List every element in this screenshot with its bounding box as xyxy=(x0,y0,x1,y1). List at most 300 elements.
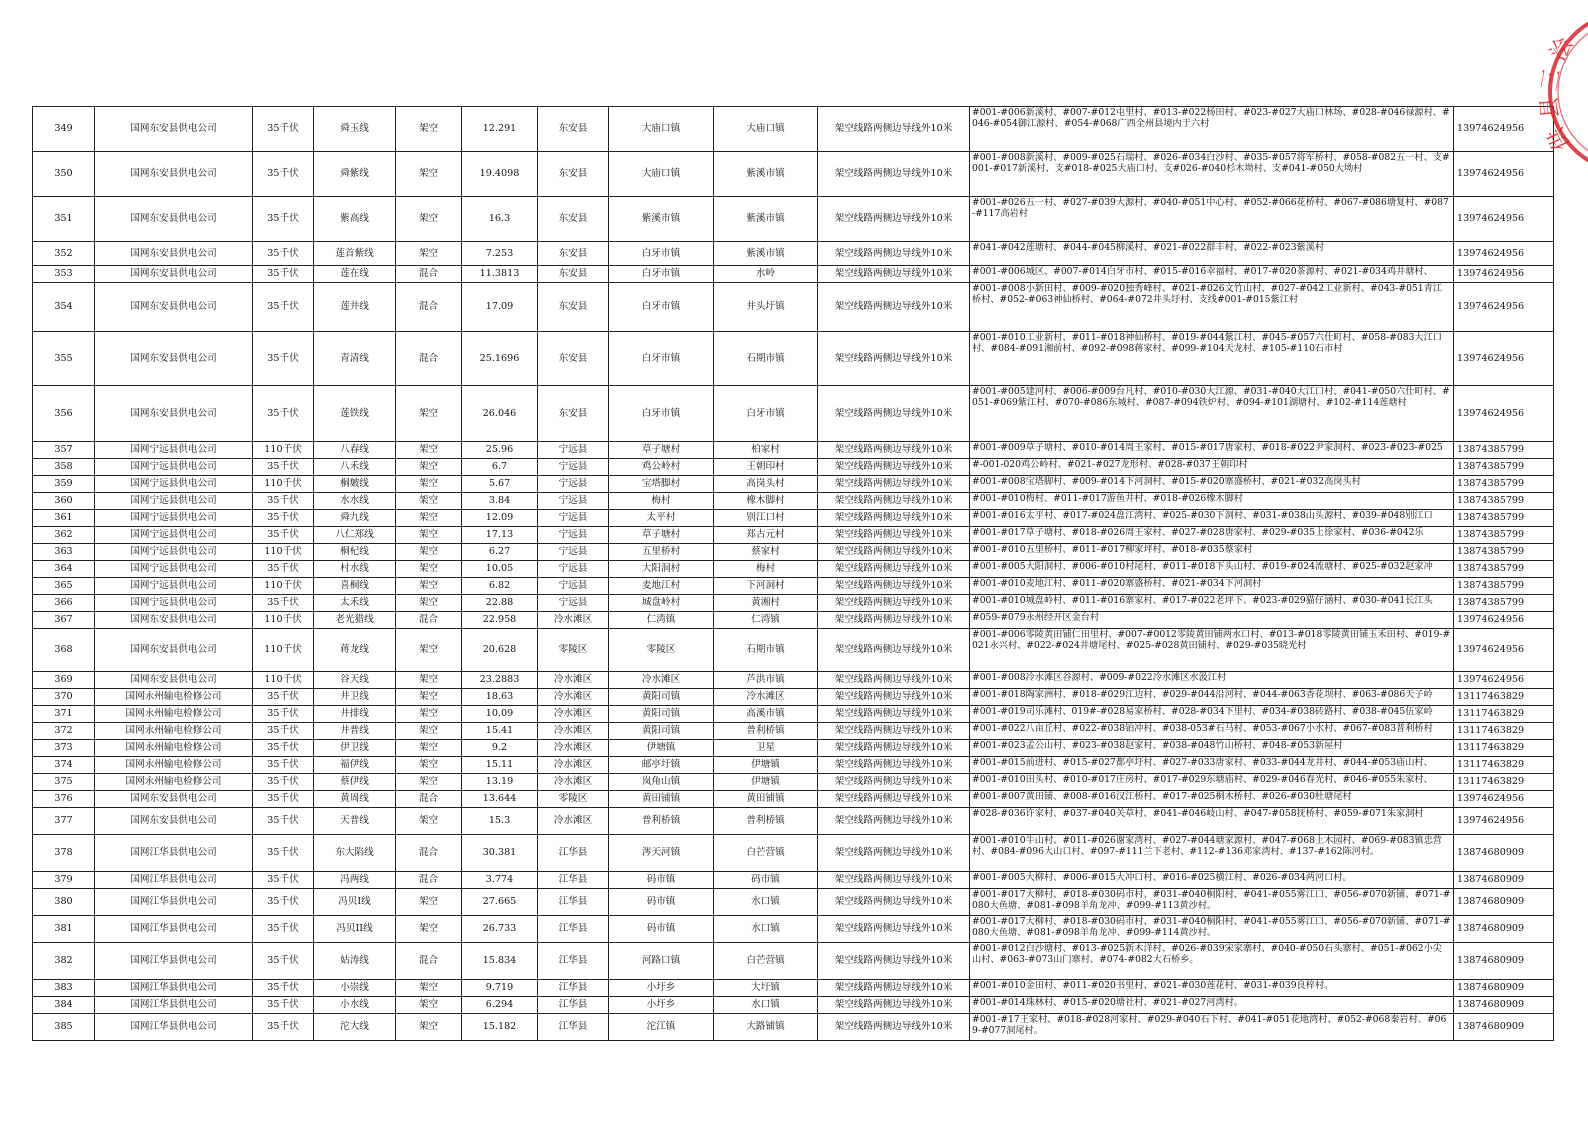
scope-cell: #001-#015前进村、#015-#027都亭圩村、#027-#033唐家村、#033-#044龙井村、#044-#053庙山村、 xyxy=(970,757,1454,774)
end-town-cell: 普利桥镇 xyxy=(714,808,818,835)
scope-cell: #001-#022八亩丘村、#022-#038铂冲村、#038-053#石马村、#053-#067小水村、#067-#083普利桥村 xyxy=(970,723,1454,740)
protection-range-cell: 架空线路两侧边导线外10米 xyxy=(818,808,970,835)
protection-range-cell: 架空线路两侧边导线外10米 xyxy=(818,916,970,943)
table-row xyxy=(33,723,1554,740)
row-number: 362 xyxy=(33,527,95,544)
company-cell: 国网宁远县供电公司 xyxy=(95,459,253,476)
scope-cell: #001-#010工业新村、#011-#018神仙桥村、#019-#044紫江村、#045-#057六仕町村、#058-#083大江口村、#084-#091湘前村、#092-#098蒋家村、#099-#104天龙村、#105-#110石市村 xyxy=(970,332,1454,386)
voltage-cell: 35千伏 xyxy=(253,595,314,612)
protection-range-cell: 架空线路两侧边导线外10米 xyxy=(818,544,970,561)
voltage-cell: 35千伏 xyxy=(253,242,314,266)
phone-cell: 13874385799 xyxy=(1454,544,1554,561)
voltage-cell: 110千伏 xyxy=(253,629,314,672)
length-cell: 30.381 xyxy=(462,835,538,872)
type-cell: 架空 xyxy=(396,527,462,544)
phone-cell: 13117463829 xyxy=(1454,706,1554,723)
row-number: 354 xyxy=(33,283,95,332)
company-cell: 国网东安县供电公司 xyxy=(95,612,253,629)
type-cell: 架空 xyxy=(396,980,462,997)
county-cell: 东安县 xyxy=(538,266,609,283)
end-town-cell: 卫星 xyxy=(714,740,818,757)
row-number: 384 xyxy=(33,997,95,1014)
line-name-cell: 谷天线 xyxy=(314,672,396,689)
protection-range-cell: 架空线路两侧边导线外10米 xyxy=(818,980,970,997)
county-cell: 宁远县 xyxy=(538,578,609,595)
row-number: 375 xyxy=(33,774,95,791)
row-number: 383 xyxy=(33,980,95,997)
protection-range-cell: 架空线路两侧边导线外10米 xyxy=(818,107,970,152)
table-row xyxy=(33,561,1554,578)
start-town-cell: 仁湾镇 xyxy=(609,612,714,629)
row-number: 350 xyxy=(33,152,95,197)
protection-range-cell: 架空线路两侧边导线外10米 xyxy=(818,283,970,332)
phone-cell: 13874680909 xyxy=(1454,980,1554,997)
scope-cell: #001-#17王家村、#018-#028河家村、#029-#040石下村、#041-#051花地湾村、#052-#068秦岩村、#069-#077洞尾村。 xyxy=(970,1014,1454,1041)
county-cell: 江华县 xyxy=(538,889,609,916)
voltage-cell: 35千伏 xyxy=(253,872,314,889)
phone-cell: 13974624956 xyxy=(1454,283,1554,332)
table-row xyxy=(33,266,1554,283)
voltage-cell: 35千伏 xyxy=(253,980,314,997)
scope-cell: #001-#008新溪村、#009-#025石瑞村、#026-#034白沙村、#035-#057将军桥村、#058-#082五一村、支#001-#017新溪村、支#018-#025大庙口村、支#026-#040杉木坳村、支#041-#050大坳村 xyxy=(970,152,1454,197)
length-cell: 15.41 xyxy=(462,723,538,740)
line-name-cell: 老光猎线 xyxy=(314,612,396,629)
county-cell: 冷水滩区 xyxy=(538,808,609,835)
start-town-cell: 麦地江村 xyxy=(609,578,714,595)
start-town-cell: 冷水滩区 xyxy=(609,672,714,689)
company-cell: 国网宁远县供电公司 xyxy=(95,595,253,612)
type-cell: 架空 xyxy=(396,578,462,595)
protection-range-cell: 架空线路两侧边导线外10米 xyxy=(818,757,970,774)
voltage-cell: 35千伏 xyxy=(253,493,314,510)
voltage-cell: 35千伏 xyxy=(253,774,314,791)
protection-range-cell: 架空线路两侧边导线外10米 xyxy=(818,889,970,916)
voltage-cell: 35千伏 xyxy=(253,997,314,1014)
phone-cell: 13874385799 xyxy=(1454,578,1554,595)
line-name-cell: 青清线 xyxy=(314,332,396,386)
scope-cell: #001-#008小新田村、#009-#020独秀峰村、#021-#026文竹山村、#027-#042工业新村、#043-#051青江桥村、#052-#063神仙桥村、#064-#072井头圩村、支线#001-#015紫江村 xyxy=(970,283,1454,332)
phone-cell: 13974624956 xyxy=(1454,386,1554,442)
type-cell: 混合 xyxy=(396,266,462,283)
type-cell: 架空 xyxy=(396,152,462,197)
phone-cell: 13974624956 xyxy=(1454,612,1554,629)
end-town-cell: 伊塘镇 xyxy=(714,774,818,791)
start-town-cell: 草子塘村 xyxy=(609,527,714,544)
phone-cell: 13974624956 xyxy=(1454,197,1554,242)
scope-cell: #001-#019司乐滩村、019#-#028易家桥村、#028-#034下里村、#034-#038砖路村、#038-#045伍家岭 xyxy=(970,706,1454,723)
voltage-cell: 35千伏 xyxy=(253,835,314,872)
voltage-cell: 35千伏 xyxy=(253,459,314,476)
row-number: 369 xyxy=(33,672,95,689)
voltage-cell: 110千伏 xyxy=(253,476,314,493)
protection-range-cell: 架空线路两侧边导线外10米 xyxy=(818,723,970,740)
scope-cell: #001-#006城区、#007-#014白牙市村、#015-#016幸福村、#017-#020茶源村、#021-#034鸡井塘村、 xyxy=(970,266,1454,283)
phone-cell: 13974624956 xyxy=(1454,791,1554,808)
county-cell: 江华县 xyxy=(538,997,609,1014)
protection-range-cell: 架空线路两侧边导线外10米 xyxy=(818,493,970,510)
line-name-cell: 福伊线 xyxy=(314,757,396,774)
row-number: 358 xyxy=(33,459,95,476)
end-town-cell: 伊塘镇 xyxy=(714,757,818,774)
type-cell: 架空 xyxy=(396,386,462,442)
length-cell: 6.294 xyxy=(462,997,538,1014)
protection-range-cell: 架空线路两侧边导线外10米 xyxy=(818,706,970,723)
county-cell: 宁远县 xyxy=(538,459,609,476)
row-number: 373 xyxy=(33,740,95,757)
table-row xyxy=(33,943,1554,980)
start-town-cell: 零陵区 xyxy=(609,629,714,672)
protection-range-cell: 架空线路两侧边导线外10米 xyxy=(818,242,970,266)
line-name-cell: 舜玉线 xyxy=(314,107,396,152)
scope-cell: #059-#079永州经开区金台村 xyxy=(970,612,1454,629)
length-cell: 22.88 xyxy=(462,595,538,612)
start-town-cell: 白牙市镇 xyxy=(609,386,714,442)
protection-range-cell: 架空线路两侧边导线外10米 xyxy=(818,152,970,197)
voltage-cell: 110千伏 xyxy=(253,578,314,595)
company-cell: 国网东安县供电公司 xyxy=(95,386,253,442)
table-row xyxy=(33,706,1554,723)
county-cell: 冷水滩区 xyxy=(538,706,609,723)
end-town-cell: 紫溪市镇 xyxy=(714,242,818,266)
phone-cell: 13117463829 xyxy=(1454,774,1554,791)
protection-range-cell: 架空线路两侧边导线外10米 xyxy=(818,672,970,689)
voltage-cell: 35千伏 xyxy=(253,283,314,332)
scope-cell: #001-#016太平村、#017-#024盘江湾村、#025-#030下洞村、#031-#038山头源村、#039-#048别江口 xyxy=(970,510,1454,527)
length-cell: 20.628 xyxy=(462,629,538,672)
voltage-cell: 35千伏 xyxy=(253,386,314,442)
table-row xyxy=(33,997,1554,1014)
company-cell: 国网江华县供电公司 xyxy=(95,835,253,872)
end-town-cell: 水口镇 xyxy=(714,889,818,916)
type-cell: 混合 xyxy=(396,612,462,629)
phone-cell: 13874680909 xyxy=(1454,916,1554,943)
start-town-cell: 草子塘村 xyxy=(609,442,714,459)
line-name-cell: 八禾线 xyxy=(314,459,396,476)
phone-cell: 13974624956 xyxy=(1454,152,1554,197)
company-cell: 国网东安县供电公司 xyxy=(95,672,253,689)
row-number: 357 xyxy=(33,442,95,459)
row-number: 371 xyxy=(33,706,95,723)
type-cell: 架空 xyxy=(396,561,462,578)
line-name-cell: 舜紫线 xyxy=(314,152,396,197)
phone-cell: 13117463829 xyxy=(1454,740,1554,757)
end-town-cell: 水口镇 xyxy=(714,997,818,1014)
start-town-cell: 小圩乡 xyxy=(609,997,714,1014)
company-cell: 国网江华县供电公司 xyxy=(95,980,253,997)
scope-cell: #001-#008宝塔脚村、#009-#014下河洞村、#015-#020寨盛桥村、#021-#032高岗头村 xyxy=(970,476,1454,493)
protection-range-cell: 架空线路两侧边导线外10米 xyxy=(818,612,970,629)
type-cell: 架空 xyxy=(396,629,462,672)
length-cell: 3.84 xyxy=(462,493,538,510)
type-cell: 架空 xyxy=(396,774,462,791)
svg-text:供: 供 xyxy=(1543,123,1576,155)
voltage-cell: 35千伏 xyxy=(253,510,314,527)
phone-cell: 13974624956 xyxy=(1454,242,1554,266)
line-name-cell: 舜九线 xyxy=(314,510,396,527)
county-cell: 东安县 xyxy=(538,107,609,152)
voltage-cell: 35千伏 xyxy=(253,561,314,578)
row-number: 385 xyxy=(33,1014,95,1041)
type-cell: 架空 xyxy=(396,889,462,916)
length-cell: 6.82 xyxy=(462,578,538,595)
type-cell: 架空 xyxy=(396,740,462,757)
county-cell: 宁远县 xyxy=(538,527,609,544)
voltage-cell: 35千伏 xyxy=(253,723,314,740)
company-cell: 国网东安县供电公司 xyxy=(95,107,253,152)
table-row xyxy=(33,578,1554,595)
company-cell: 国网江华县供电公司 xyxy=(95,943,253,980)
protection-range-cell: 架空线路两侧边导线外10米 xyxy=(818,510,970,527)
type-cell: 架空 xyxy=(396,476,462,493)
svg-text:县: 县 xyxy=(1537,95,1564,120)
line-name-cell: 喜桐线 xyxy=(314,578,396,595)
length-cell: 27.665 xyxy=(462,889,538,916)
county-cell: 江华县 xyxy=(538,943,609,980)
length-cell: 12.291 xyxy=(462,107,538,152)
voltage-cell: 35千伏 xyxy=(253,916,314,943)
end-town-cell: 码市镇 xyxy=(714,872,818,889)
voltage-cell: 35千伏 xyxy=(253,107,314,152)
county-cell: 东安县 xyxy=(538,386,609,442)
protection-range-cell: 架空线路两侧边导线外10米 xyxy=(818,197,970,242)
type-cell: 混合 xyxy=(396,872,462,889)
row-number: 382 xyxy=(33,943,95,980)
company-cell: 国网东安县供电公司 xyxy=(95,266,253,283)
line-name-cell: 井排线 xyxy=(314,706,396,723)
line-name-cell: 莲首紫线 xyxy=(314,242,396,266)
scope-cell: #001-#017大柳村、#018-#030码市村、#031-#040桐阳村、#041-#055雾江口、#056-#070新铺、#071-#080大鱼塘、#081-#098羊角龙冲、#099-#114黄沙村。 xyxy=(970,916,1454,943)
phone-cell: 13974624956 xyxy=(1454,266,1554,283)
start-town-cell: 黄阳司镇 xyxy=(609,706,714,723)
length-cell: 9.719 xyxy=(462,980,538,997)
length-cell: 11.3813 xyxy=(462,266,538,283)
protection-range-cell: 架空线路两侧边导线外10米 xyxy=(818,561,970,578)
company-cell: 国网江华县供电公司 xyxy=(95,916,253,943)
length-cell: 22.958 xyxy=(462,612,538,629)
end-town-cell: 别江口村 xyxy=(714,510,818,527)
end-town-cell: 柏家村 xyxy=(714,442,818,459)
start-town-cell: 小圩乡 xyxy=(609,980,714,997)
phone-cell: 13117463829 xyxy=(1454,723,1554,740)
scope-cell: #001-#010牛山村、#011-#026谢家湾村、#027-#044塘家源村、#047-#068上木园村、#069-#083镇忠营村、#084-#096大山口村、#097-#111兰下老村、#112-#136邓家湾村、#137-#162陈河村。 xyxy=(970,835,1454,872)
length-cell: 7.253 xyxy=(462,242,538,266)
voltage-cell: 110千伏 xyxy=(253,612,314,629)
voltage-cell: 110千伏 xyxy=(253,442,314,459)
phone-cell: 13874385799 xyxy=(1454,476,1554,493)
svg-text:三: 三 xyxy=(1537,67,1566,94)
county-cell: 宁远县 xyxy=(538,476,609,493)
line-name-cell: 蒋龙线 xyxy=(314,629,396,672)
type-cell: 架空 xyxy=(396,459,462,476)
company-cell: 国网宁远县供电公司 xyxy=(95,476,253,493)
type-cell: 架空 xyxy=(396,510,462,527)
start-town-cell: 大阳洞村 xyxy=(609,561,714,578)
county-cell: 冷水滩区 xyxy=(538,689,609,706)
row-number: 372 xyxy=(33,723,95,740)
voltage-cell: 110千伏 xyxy=(253,672,314,689)
start-town-cell: 宝塔脚村 xyxy=(609,476,714,493)
phone-cell: 13874385799 xyxy=(1454,510,1554,527)
scope-cell: #001-#017草子塘村、#018-#026周王家村、#027-#028唐家村、#029-#035上徐家村、#036-#042乐 xyxy=(970,527,1454,544)
length-cell: 10.05 xyxy=(462,561,538,578)
end-town-cell: 石期市镇 xyxy=(714,629,818,672)
voltage-cell: 35千伏 xyxy=(253,889,314,916)
phone-cell: 13974624956 xyxy=(1454,629,1554,672)
protection-range-cell: 架空线路两侧边导线外10米 xyxy=(818,386,970,442)
phone-cell: 13874680909 xyxy=(1454,997,1554,1014)
county-cell: 宁远县 xyxy=(538,561,609,578)
line-name-cell: 冯贝II线 xyxy=(314,916,396,943)
phone-cell: 13874385799 xyxy=(1454,459,1554,476)
protection-range-cell: 架空线路两侧边导线外10米 xyxy=(818,872,970,889)
phone-cell: 13974624956 xyxy=(1454,107,1554,152)
voltage-cell: 35千伏 xyxy=(253,706,314,723)
voltage-cell: 35千伏 xyxy=(253,757,314,774)
scope-cell: #001-#009草子塘村、#010-#014周王家村、#015-#017唐家村、#018-#022尹家洞村、#023-#023-#025 xyxy=(970,442,1454,459)
phone-cell: 13974624956 xyxy=(1454,808,1554,835)
table-row xyxy=(33,980,1554,997)
end-town-cell: 蔡家村 xyxy=(714,544,818,561)
row-number: 365 xyxy=(33,578,95,595)
length-cell: 15.11 xyxy=(462,757,538,774)
scope-cell: #001-#005建河村、#006-#009台凡村、#010-#030大江源、#031-#040大江口村、#041-#050六仕町村、#051-#069紫江村、#070-#086东城村、#087-#094铁炉村、#094-#101湖塘村、#102-#114莲塘村 xyxy=(970,386,1454,442)
table-row xyxy=(33,493,1554,510)
row-number: 355 xyxy=(33,332,95,386)
scope-cell: #001-#010田头村、#010-#017庄房村、#017-#029东塘庙村、#029-#046春光村、#046-#055朱家村、 xyxy=(970,774,1454,791)
line-name-cell: 冯两线 xyxy=(314,872,396,889)
end-town-cell: 芦洪市镇 xyxy=(714,672,818,689)
company-cell: 国网东安县供电公司 xyxy=(95,808,253,835)
line-name-cell: 伊卫线 xyxy=(314,740,396,757)
length-cell: 6.27 xyxy=(462,544,538,561)
county-cell: 冷水滩区 xyxy=(538,757,609,774)
table-row xyxy=(33,872,1554,889)
end-town-cell: 大圩镇 xyxy=(714,980,818,997)
company-cell: 国网永州输电检修公司 xyxy=(95,706,253,723)
company-cell: 国网宁远县供电公司 xyxy=(95,442,253,459)
company-cell: 国网东安县供电公司 xyxy=(95,283,253,332)
row-number: 361 xyxy=(33,510,95,527)
table-row xyxy=(33,808,1554,835)
company-cell: 国网永州输电检修公司 xyxy=(95,723,253,740)
start-town-cell: 邮亭圩镇 xyxy=(609,757,714,774)
company-cell: 国网宁远县供电公司 xyxy=(95,510,253,527)
table-row xyxy=(33,889,1554,916)
row-number: 379 xyxy=(33,872,95,889)
end-town-cell: 下河洞村 xyxy=(714,578,818,595)
company-cell: 国网江华县供电公司 xyxy=(95,889,253,916)
type-cell: 混合 xyxy=(396,332,462,386)
end-town-cell: 大路铺镇 xyxy=(714,1014,818,1041)
company-cell: 国网江华县供电公司 xyxy=(95,997,253,1014)
row-number: 356 xyxy=(33,386,95,442)
county-cell: 东安县 xyxy=(538,332,609,386)
company-cell: 国网永州输电检修公司 xyxy=(95,740,253,757)
line-name-cell: 莲井线 xyxy=(314,283,396,332)
line-name-cell: 井普线 xyxy=(314,723,396,740)
protection-range-cell: 架空线路两侧边导线外10米 xyxy=(818,578,970,595)
company-cell: 国网永州输电检修公司 xyxy=(95,689,253,706)
scope-cell: #001-#006新溪村、#007-#012屯里村、#013-#022杨田村、#023-#027大庙口林场、#028-#046禄源村、#046-#054御江源村、#054-#068广西全州县境内于六村 xyxy=(970,107,1454,152)
protection-range-cell: 架空线路两侧边导线外10米 xyxy=(818,266,970,283)
length-cell: 25.96 xyxy=(462,442,538,459)
company-cell: 国网宁远县供电公司 xyxy=(95,578,253,595)
line-name-cell: 井卫线 xyxy=(314,689,396,706)
voltage-cell: 35千伏 xyxy=(253,152,314,197)
company-cell: 国网东安县供电公司 xyxy=(95,152,253,197)
county-cell: 宁远县 xyxy=(538,442,609,459)
table-row xyxy=(33,740,1554,757)
company-cell: 国网永州输电检修公司 xyxy=(95,774,253,791)
protection-range-cell: 架空线路两侧边导线外10米 xyxy=(818,459,970,476)
start-town-cell: 白牙市镇 xyxy=(609,266,714,283)
protection-range-cell: 架空线路两侧边导线外10米 xyxy=(818,476,970,493)
company-seal xyxy=(1530,0,1588,200)
county-cell: 冷水滩区 xyxy=(538,612,609,629)
length-cell: 13.19 xyxy=(462,774,538,791)
length-cell: 19.4098 xyxy=(462,152,538,197)
end-town-cell: 水口镇 xyxy=(714,916,818,943)
type-cell: 架空 xyxy=(396,916,462,943)
table-row xyxy=(33,107,1554,152)
table-row xyxy=(33,612,1554,629)
start-town-cell: 大庙口镇 xyxy=(609,152,714,197)
end-town-cell: 普利桥镇 xyxy=(714,723,818,740)
company-cell: 国网东安县供电公司 xyxy=(95,332,253,386)
scope-cell: #001-#017大柳村、#018-#030码市村、#031-#040桐阳村、#041-#055雾江口、#056-#070新铺、#071-#080大鱼塘、#081-#098羊角龙冲、#099-#113黄沙村。 xyxy=(970,889,1454,916)
type-cell: 架空 xyxy=(396,723,462,740)
scope-cell: #001-#010城盘岭村、#011-#016寨家村、#017-#022老坪下、#023-#029猫仔涵村、#030-#041长江头 xyxy=(970,595,1454,612)
table-row xyxy=(33,386,1554,442)
start-town-cell: 白牙市镇 xyxy=(609,283,714,332)
company-cell: 国网宁远县供电公司 xyxy=(95,527,253,544)
type-cell: 架空 xyxy=(396,595,462,612)
phone-cell: 13874680909 xyxy=(1454,872,1554,889)
scope-cell: #001-#012白沙塘村、#013-#025新木洋村、#026-#039宋家寨村、#040-#050石头寨村、#051-#062小尖山村、#063-#073山门寨村、#074-#082大石桥乡。 xyxy=(970,943,1454,980)
row-number: 360 xyxy=(33,493,95,510)
phone-cell: 13874680909 xyxy=(1454,1014,1554,1041)
type-cell: 架空 xyxy=(396,1014,462,1041)
length-cell: 15.182 xyxy=(462,1014,538,1041)
voltage-cell: 35千伏 xyxy=(253,197,314,242)
county-cell: 零陵区 xyxy=(538,791,609,808)
table-row xyxy=(33,689,1554,706)
length-cell: 15.834 xyxy=(462,943,538,980)
end-town-cell: 冷水滩区 xyxy=(714,689,818,706)
length-cell: 17.09 xyxy=(462,283,538,332)
protection-range-cell: 架空线路两侧边导线外10米 xyxy=(818,629,970,672)
table-row xyxy=(33,629,1554,672)
row-number: 353 xyxy=(33,266,95,283)
line-name-cell: 天普线 xyxy=(314,808,396,835)
county-cell: 冷水滩区 xyxy=(538,723,609,740)
start-town-cell: 码市镇 xyxy=(609,916,714,943)
line-name-cell: 小水线 xyxy=(314,997,396,1014)
start-town-cell: 涔天河镇 xyxy=(609,835,714,872)
line-name-cell: 小崇线 xyxy=(314,980,396,997)
county-cell: 东安县 xyxy=(538,283,609,332)
protection-range-cell: 架空线路两侧边导线外10米 xyxy=(818,943,970,980)
row-number: 349 xyxy=(33,107,95,152)
start-town-cell: 码市镇 xyxy=(609,872,714,889)
table-row xyxy=(33,774,1554,791)
start-town-cell: 黄田铺镇 xyxy=(609,791,714,808)
company-cell: 国网永州输电检修公司 xyxy=(95,757,253,774)
line-name-cell: 村水线 xyxy=(314,561,396,578)
phone-cell: 13874385799 xyxy=(1454,561,1554,578)
type-cell: 架空 xyxy=(396,544,462,561)
table-row xyxy=(33,835,1554,872)
